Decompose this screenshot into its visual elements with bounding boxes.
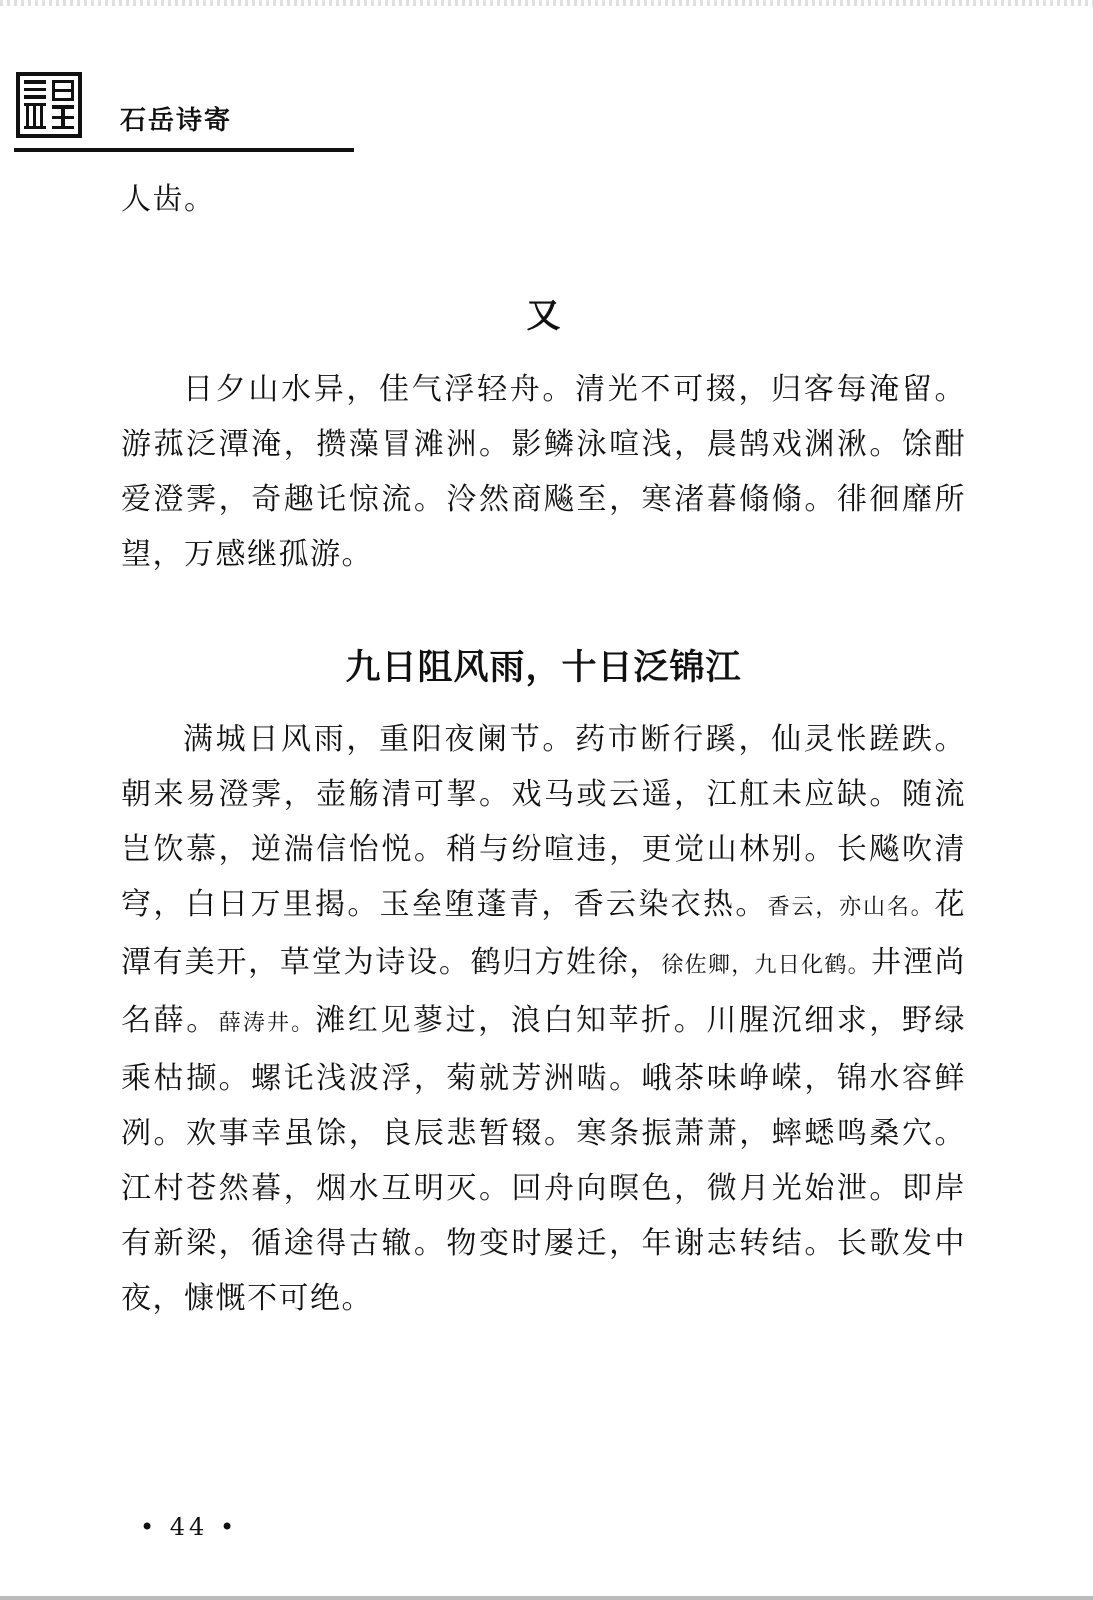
scan-edge-top	[0, 0, 1093, 6]
poem-body-jiuri	[121, 712, 966, 1326]
poem-text-part: 井湮尚名薛。	[121, 945, 967, 1038]
seal-stamp-icon	[16, 72, 82, 138]
poem-text-part: 满城日风雨，重阳夜阑节。药市断行蹊，仙灵怅蹉跌。朝来易澄霁，壶觞清可挈。戏马或云遥，江舡未应缺。随流岂饮慕，逆湍信怡悦。稍与纷喧违，更觉山林别。长飚吹清穹，白日万里揭。玉垒堕蓬青，香云染衣热。	[121, 722, 966, 922]
annotation-note: 香云，亦山名。	[767, 895, 935, 920]
annotation-note: 薛涛井。	[218, 1011, 316, 1036]
continuation-text: 人齿。	[121, 182, 216, 217]
poem-title-jiuri: 九日阻风雨，十日泛锦江	[345, 647, 742, 688]
header-rule	[14, 148, 354, 152]
poem-title-you: 又	[526, 296, 561, 336]
scan-edge-bottom	[0, 1596, 1093, 1600]
page-number: • 44 •	[140, 1513, 239, 1541]
poem-text-part: 花潭有美开，草堂为诗设。鹤归方姓徐，	[121, 887, 966, 980]
running-title: 石岳诗寄	[120, 106, 233, 136]
poem-body-you: 日夕山水异，佳气浮轻舟。清光不可掇，归客每淹留。游菰泛潭淹，攒藻冒滩洲。影鳞泳喧浅，晨鹄戏渊湫。馀酣爱澄霁，奇趣讬惊流。泠然商飚至，寒渚暮翛翛。徘徊靡所望，万感继孤游。	[121, 372, 966, 572]
poem-text-part: 滩红见蓼过，浪白知苹折。川腥沉细求，野绿乘枯撷。螺讬浅波浮，菊就芳洲啮。峨茶味峥嵘，锦水容鲜冽。欢事幸虽馀，良辰悲暂辍。寒条振萧萧，蟀蟋鸣桑穴。江村苍然暮，烟水互明灭。回舟向暝色，微月光始泄。即岸有新梁，循途得古辙。物变时屡迁，年谢志转结。长歌发中夜，慷慨不可绝。	[121, 1003, 967, 1316]
annotation-note: 徐佐卿，九日化鹤。	[661, 953, 871, 978]
